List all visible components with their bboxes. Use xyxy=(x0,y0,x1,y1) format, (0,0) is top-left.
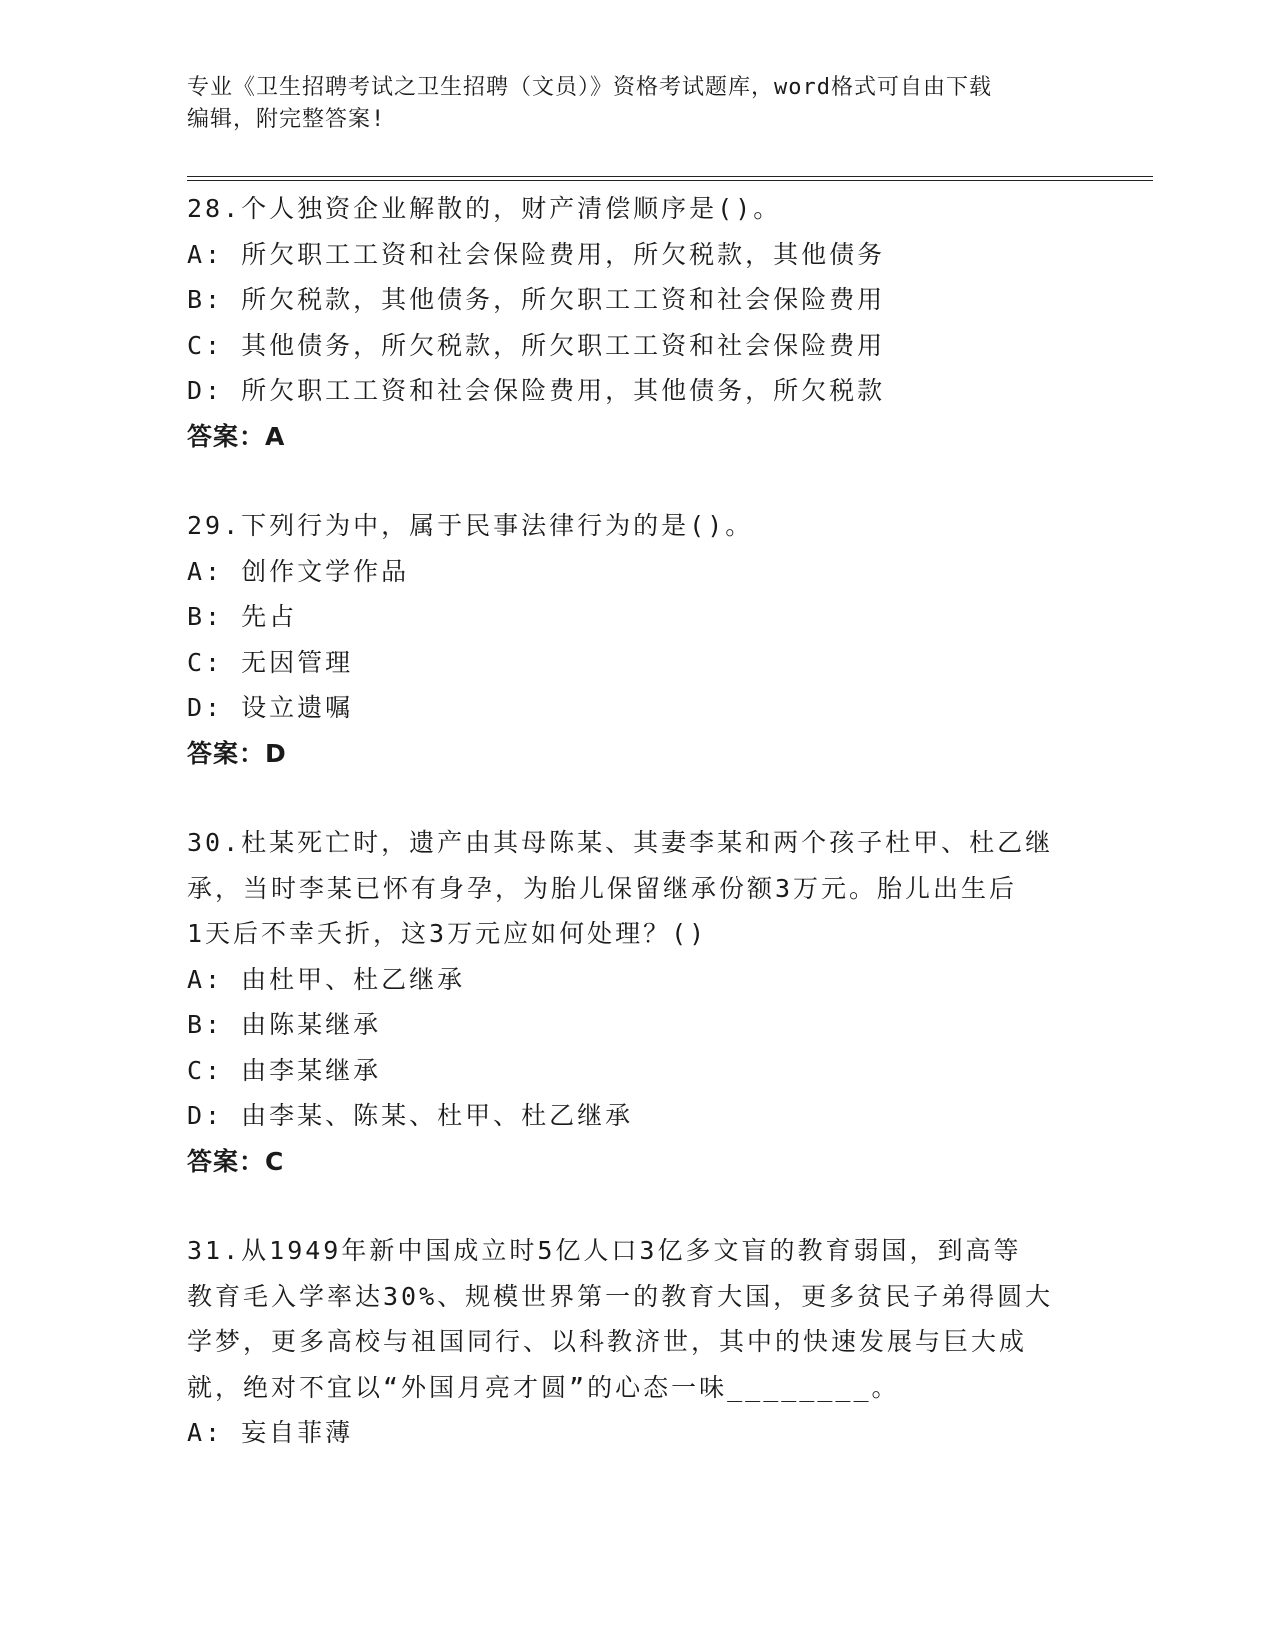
question-stem-line-2: 承，当时李某已怀有身孕，为胎儿保留继承份额3万元。胎儿出生后 xyxy=(187,873,1018,903)
question-28 xyxy=(187,186,1087,459)
option-d: D: 由李某、陈某、杜甲、杜乙继承 xyxy=(187,1101,634,1130)
answer-label: 答案：C xyxy=(187,1146,285,1176)
option-a: A: 所欠职工工资和社会保险费用，所欠税款，其他债务 xyxy=(187,239,886,269)
option-a: A: 创作文学作品 xyxy=(187,556,410,586)
question-stem-line-2: 教育毛入学率达30%、规模世界第一的教育大国，更多贫民子弟得圆大 xyxy=(187,1281,1054,1311)
option-b: B: 先占 xyxy=(187,602,298,631)
question-list xyxy=(187,186,1087,1456)
question-30 xyxy=(187,820,1087,1184)
header-line-1: 专业《卫生招聘考试之卫生招聘（文员）》资格考试题库，word格式可自由下载 xyxy=(187,75,992,100)
question-stem-line-1: 30.杜某死亡时，遗产由其母陈某、其妻李某和两个孩子杜甲、杜乙继 xyxy=(187,828,1054,857)
header-divider xyxy=(187,176,1153,181)
answer-label: 答案：D xyxy=(187,738,287,768)
option-c: C: 无因管理 xyxy=(187,647,354,677)
question-stem: 28.个人独资企业解散的，财产清偿顺序是()。 xyxy=(187,194,782,223)
question-stem-line-3: 1天后不幸夭折，这3万元应如何处理？() xyxy=(187,919,708,948)
spacer xyxy=(187,459,1087,503)
spacer xyxy=(187,776,1087,820)
option-a: A: 妄自菲薄 xyxy=(187,1418,354,1447)
spacer xyxy=(187,1184,1087,1228)
question-stem-line-3: 学梦，更多高校与祖国同行、以科教济世，其中的快速发展与巨大成 xyxy=(187,1327,1028,1356)
option-b: B: 所欠税款，其他债务，所欠职工工资和社会保险费用 xyxy=(187,285,886,314)
question-stem-line-1: 31.从1949年新中国成立时5亿人口3亿多文盲的教育弱国，到高等 xyxy=(187,1236,1022,1265)
option-b: B: 由陈某继承 xyxy=(187,1010,382,1039)
question-29 xyxy=(187,503,1087,776)
option-d: D: 所欠职工工资和社会保险费用，其他债务，所欠税款 xyxy=(187,376,886,405)
header-line-2: 编辑，附完整答案! xyxy=(187,107,386,132)
option-c: C: 由李某继承 xyxy=(187,1055,382,1085)
question-stem-line-4: 就，绝对不宜以“外国月亮才圆”的心态一味________。 xyxy=(187,1372,900,1402)
question-31 xyxy=(187,1228,1087,1456)
option-c: C: 其他债务，所欠税款，所欠职工工资和社会保险费用 xyxy=(187,330,886,360)
option-a: A: 由杜甲、杜乙继承 xyxy=(187,964,466,994)
answer-label: 答案：A xyxy=(187,421,286,451)
option-d: D: 设立遗嘱 xyxy=(187,693,354,722)
question-stem: 29.下列行为中，属于民事法律行为的是()。 xyxy=(187,511,754,540)
document-header xyxy=(187,72,1087,136)
